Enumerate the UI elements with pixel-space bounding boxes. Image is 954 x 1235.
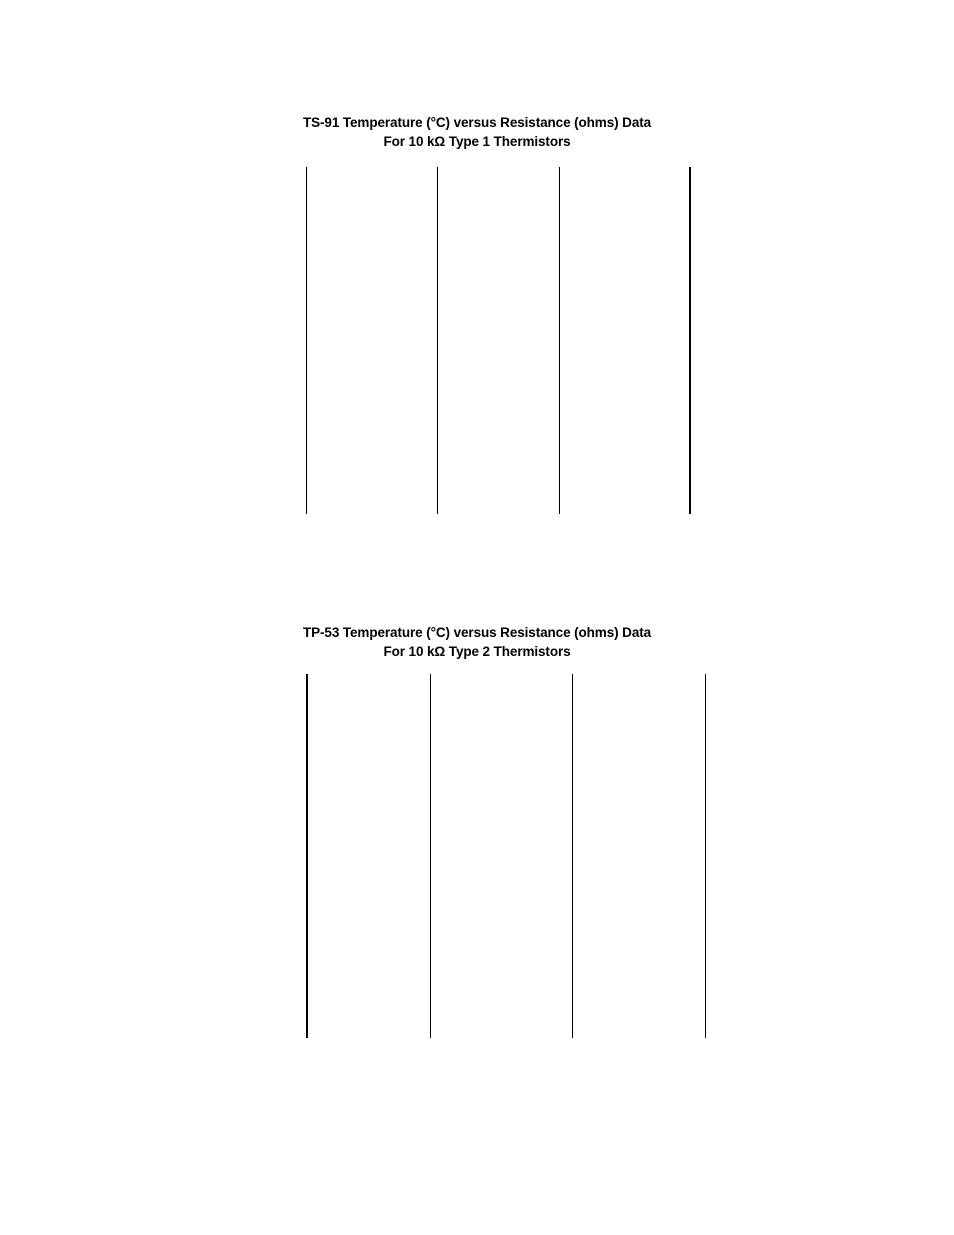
table2-title bbox=[0, 623, 954, 661]
table1-rule-4 bbox=[689, 167, 691, 514]
table1-title-line2: For 10 kΩ Type 1 Thermistors bbox=[383, 134, 571, 149]
table2-rule-1 bbox=[306, 674, 308, 1038]
table1-rule-1 bbox=[306, 167, 307, 514]
table1-title bbox=[0, 113, 954, 151]
table1-rule-3 bbox=[559, 167, 560, 514]
table2-rule-4 bbox=[705, 674, 706, 1038]
table2-rule-3 bbox=[572, 674, 573, 1038]
table2-title-line1: TP-53 Temperature (°C) versus Resistance (ohms) Data bbox=[302, 625, 652, 640]
table2-rule-2 bbox=[430, 674, 431, 1038]
table1-title-line1: TS-91 Temperature (°C) versus Resistance (ohms) Data bbox=[302, 115, 652, 130]
table1-rule-2 bbox=[437, 167, 438, 514]
table2-title-line2: For 10 kΩ Type 2 Thermistors bbox=[383, 644, 571, 659]
